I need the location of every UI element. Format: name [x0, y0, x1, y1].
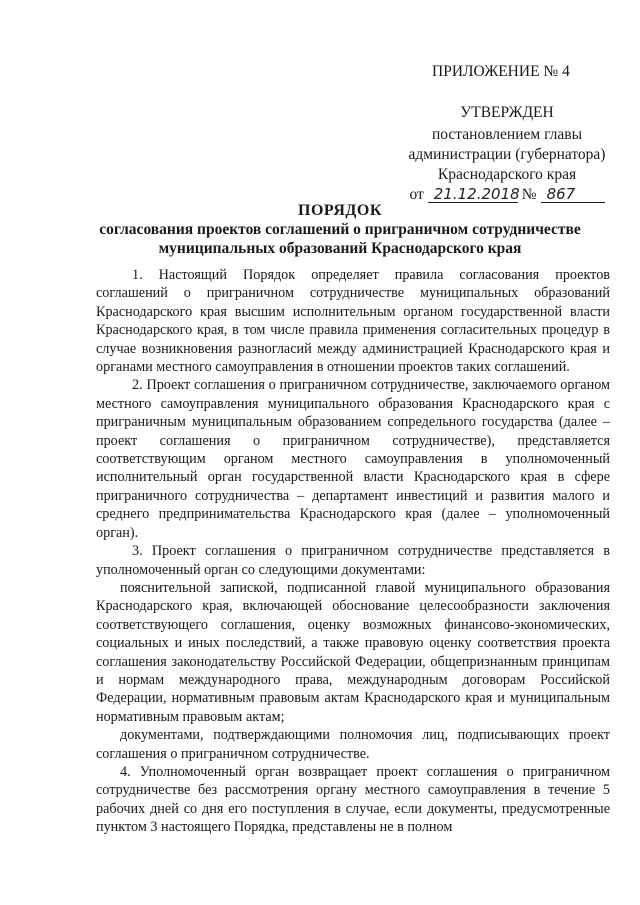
paragraph-3-item-2: документами, подтверждающими полномочия лиц, подписывающих проект соглашения о приграничном сотрудничестве. — [96, 727, 610, 762]
document-title — [60, 201, 620, 258]
paragraph-2: 2. Проект соглашения о приграничном сотрудничестве, заключаемого органом местного самоуправления муниципального образования Краснодарского края с приграничным муниципальным образованием сопредельного государства (далее – проект соглашения о приграничном сотрудничестве), представляется соответствующим органом местного самоуправления в уполномоченный исполнительный орган государственной власти Краснодарского края в сфере приграничного сотрудничества – департамент инвестиций и развития малого и среднего предпринимательства Краснодарского края (далее – уполномоченный орган). — [96, 377, 610, 541]
approval-line-1: постановлением главы — [432, 126, 582, 143]
approval-line-3: Краснодарского края — [437, 166, 577, 183]
handwritten-date: 21.12.2018 — [428, 186, 518, 203]
approval-line-2: администрации (губернатора) — [408, 146, 606, 163]
from-label: от — [409, 186, 424, 203]
appendix-label: ПРИЛОЖЕНИЕ № 4 — [432, 63, 570, 80]
approval-block — [396, 103, 618, 205]
title-main: ПОРЯДОК — [298, 202, 382, 219]
paragraph-3: 3. Проект соглашения о приграничном сотрудничестве представляется в уполномоченный орган со следующими документами: — [96, 543, 610, 578]
paragraph-4: 4. Уполномоченный орган возвращает проект соглашения о приграничном сотрудничестве без рассмотрения органу местного самоуправления в течение 5 рабочих дней со дня его поступления в случае, если документы, предусмотренные пунктом 3 настоящего Порядка, представлены не в полном — [96, 763, 610, 836]
title-subtitle-2: муниципальных образований Краснодарского края — [158, 240, 522, 257]
approval-heading: УТВЕРЖДЕН — [460, 104, 554, 121]
document-body — [96, 266, 610, 837]
paragraph-1: 1. Настоящий Порядок определяет правила согласования проектов соглашений о приграничном сотрудничестве муниципальных образований Краснодарского края высшим исполнительным органом государственной власти Краснодарского края, в том числе правила применения согласительных процедур в случае возникновения разногласий между администрацией Краснодарского края и органами местного самоуправления в отношении проектов таких соглашений. — [96, 267, 610, 376]
paragraph-3-item-1: пояснительной запиской, подписанной главой муниципального образования Краснодарского края, включающей обоснование целесообразности заключения соответствующего соглашения, оценку возможных финансово-экономических, социальных и иных последствий, а также правовую оценку соответствия проекта соглашения законодательству Российской Федерации, общепризнанным принципам и нормам международного права, международным договорам Российской Федерации, нормативным правовым актам Краснодарского края и муниципальным нормативным правовым актам; — [96, 579, 610, 725]
number-label: № — [521, 186, 537, 203]
handwritten-number: 867 — [541, 186, 605, 203]
title-subtitle-1: согласования проектов соглашений о приграничном сотрудничестве — [99, 221, 581, 238]
